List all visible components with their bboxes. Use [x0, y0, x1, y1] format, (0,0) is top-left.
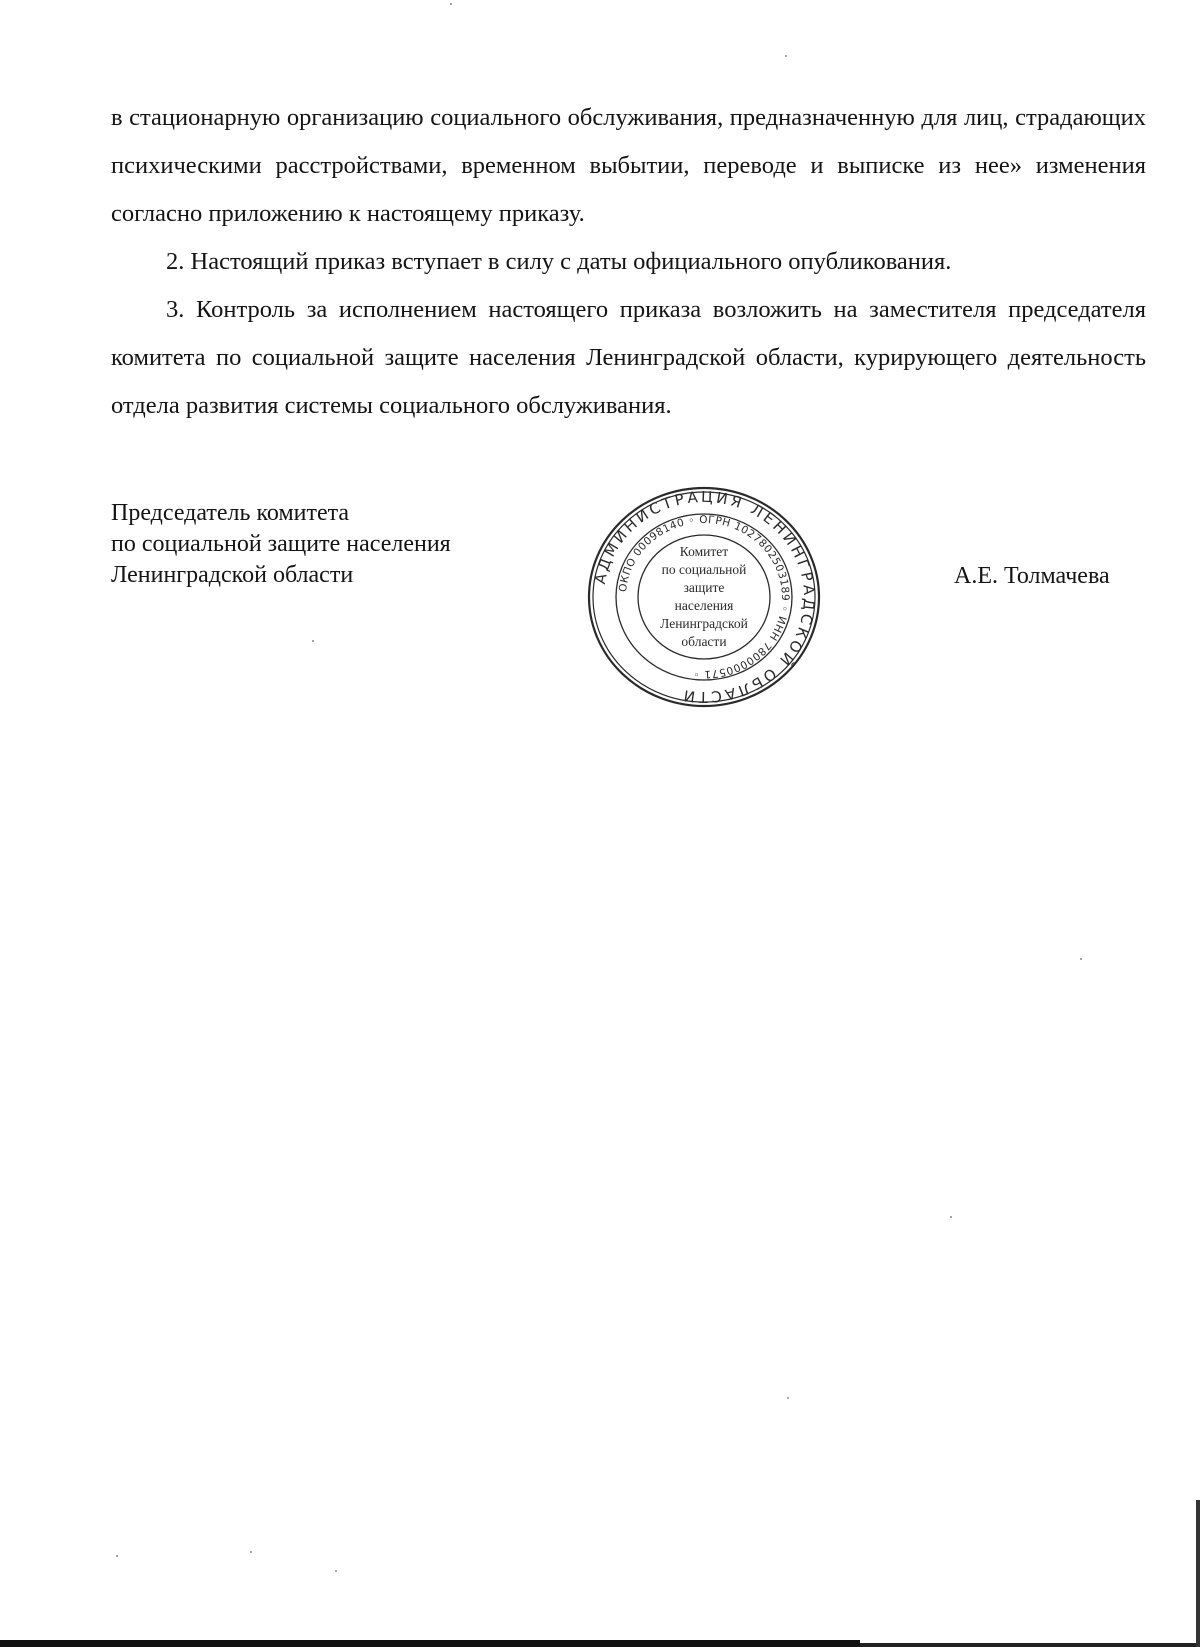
signatory-position-line: по социальной защите населения	[111, 531, 451, 557]
scan-border-right	[1196, 1500, 1200, 1647]
seal-inner-text-path: ОКПО 00098140 ◦ ОГРН 1027802503189 ◦ ИНН 7800000571 ◦	[617, 513, 792, 681]
paragraph-continuation: в стационарную организацию социального обслуживания, предназначенную для лиц, страдающих психическими расстройствами, временном выбытии, переводе и выписке из нее» изменения согласно приложению к настоящему приказу.	[111, 104, 1146, 227]
scan-speck	[787, 1397, 789, 1399]
seal-center-line: Комитет	[679, 544, 729, 559]
signatory-position-line: Председатель комитета	[111, 500, 350, 526]
seal-graphic	[586, 486, 822, 709]
scan-border-bottom-right	[860, 1643, 1200, 1647]
seal-center-text	[660, 544, 748, 649]
seal-center-line: по социальной	[661, 562, 747, 577]
order-text	[111, 94, 1146, 430]
seal-center-line: защите	[683, 580, 725, 595]
signatory-position-line: Ленинградской области	[111, 562, 354, 588]
scan-speck	[785, 55, 787, 57]
scan-speck	[1080, 958, 1082, 960]
seal-center-line: населения	[674, 598, 734, 613]
scan-speck	[450, 3, 452, 5]
official-seal	[586, 486, 822, 709]
paragraph-item-3: 3. Контроль за исполнением настоящего приказа возложить на заместителя председателя комитета по социальной защите населения Ленинградской области, курирующего деятельность отдела развития системы социального обслуживания.	[111, 296, 1146, 419]
signatory-position	[111, 498, 451, 591]
scan-border-bottom	[0, 1640, 860, 1647]
scan-speck	[116, 1555, 118, 1557]
scan-speck	[950, 1216, 952, 1218]
scan-speck	[335, 1570, 337, 1572]
seal-center-line: области	[681, 634, 727, 649]
seal-center-line: Ленинградской	[660, 616, 748, 631]
paragraph-item-2: 2. Настоящий приказ вступает в силу с даты официального опубликования.	[166, 248, 952, 275]
signatory-name: А.Е. Толмачева	[954, 563, 1110, 589]
scan-speck	[250, 1551, 252, 1553]
scan-speck	[312, 640, 314, 642]
seal-outer-text-path: АДМИНИСТРАЦИЯ ЛЕНИНГРАДСКОЙ ОБЛАСТИ	[590, 487, 819, 707]
